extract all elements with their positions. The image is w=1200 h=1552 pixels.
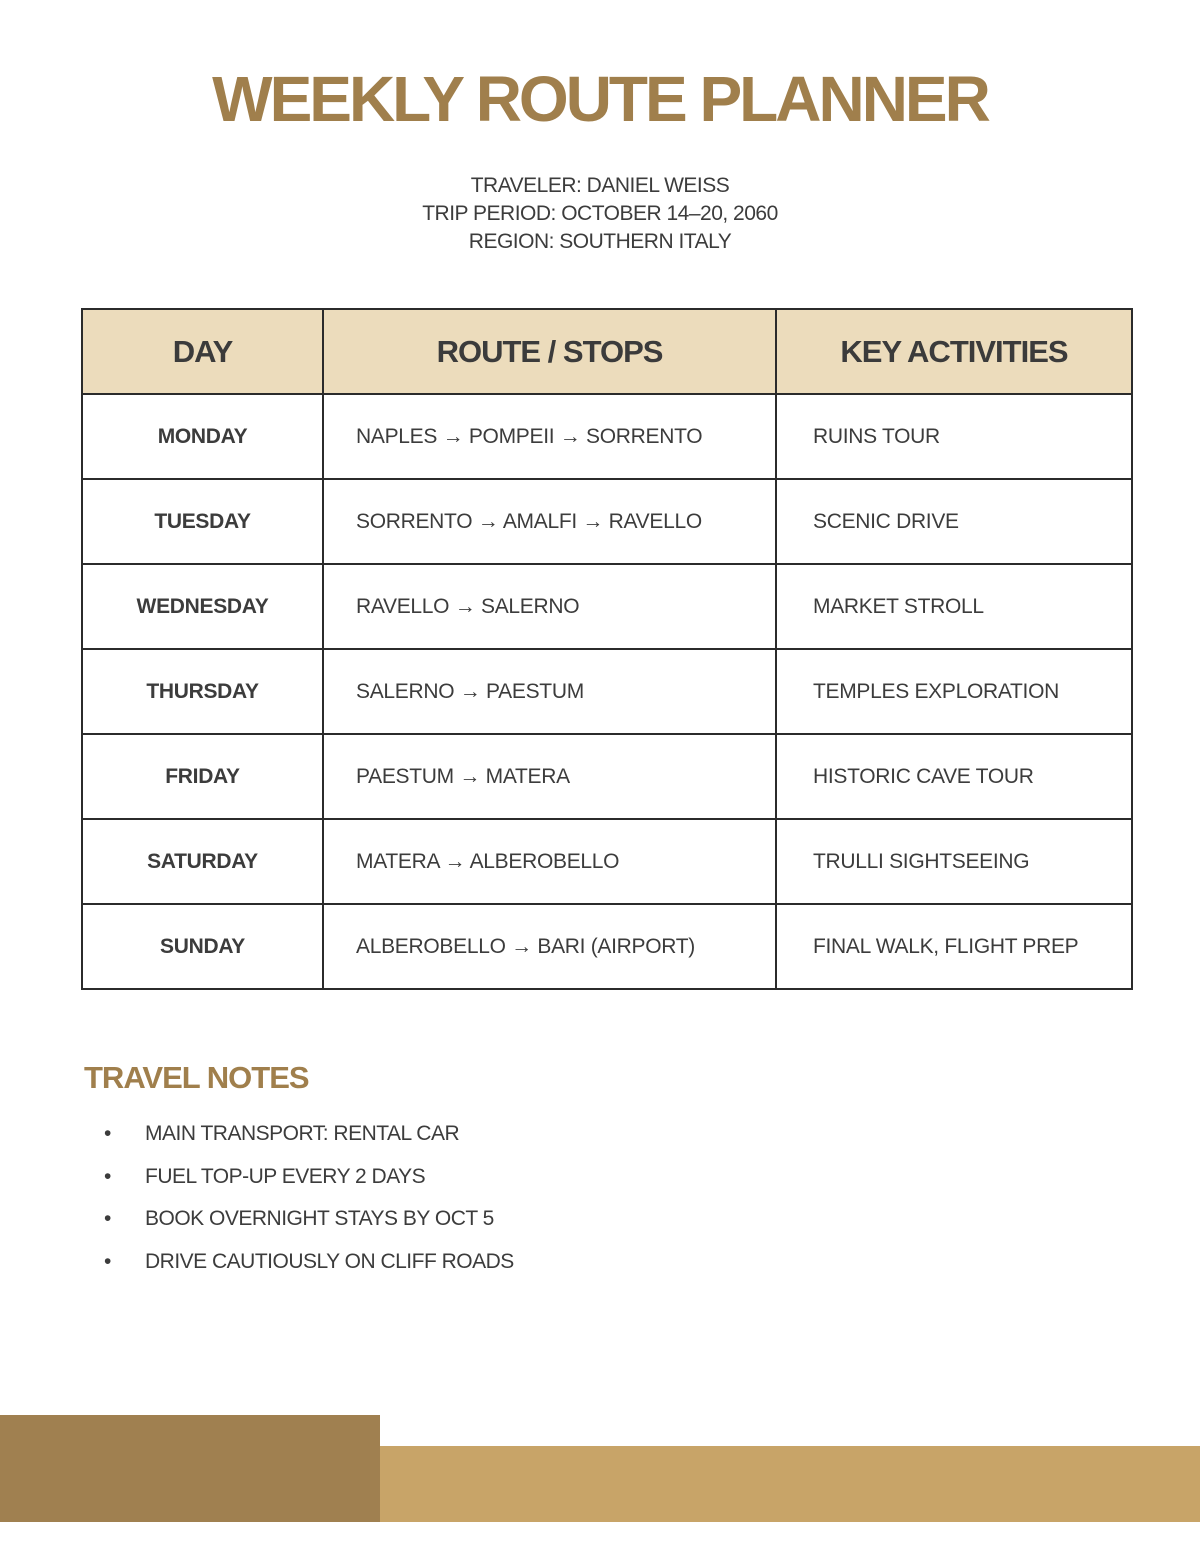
day-cell: THURSDAY: [82, 649, 323, 734]
table-row: [82, 564, 1132, 649]
table-row: [82, 394, 1132, 479]
route-table: [81, 308, 1133, 990]
route-cell: ALBEROBELLO → BARI (AIRPORT): [323, 904, 776, 989]
note-text: FUEL TOP-UP EVERY 2 DAYS: [145, 1164, 426, 1188]
activity-cell: TEMPLES EXPLORATION: [776, 649, 1132, 734]
activity-cell: HISTORIC CAVE TOUR: [776, 734, 1132, 819]
route-cell: RAVELLO → SALERNO: [323, 564, 776, 649]
trip-meta: [0, 172, 1200, 256]
header-activities: KEY ACTIVITIES: [776, 309, 1132, 394]
activity-cell: SCENIC DRIVE: [776, 479, 1132, 564]
footer-bar-dark: [0, 1415, 380, 1522]
route-cell: PAESTUM → MATERA: [323, 734, 776, 819]
route-cell: MATERA → ALBEROBELLO: [323, 819, 776, 904]
footer-bar-light: [380, 1446, 1200, 1522]
activity-cell: RUINS TOUR: [776, 394, 1132, 479]
trip-period-line: TRIP PERIOD: OCTOBER 14–20, 2060: [422, 202, 778, 225]
table-row: [82, 904, 1132, 989]
day-cell: FRIDAY: [82, 734, 323, 819]
header-route: ROUTE / STOPS: [323, 309, 776, 394]
note-text: BOOK OVERNIGHT STAYS BY OCT 5: [145, 1207, 494, 1230]
route-cell: SORRENTO → AMALFI → RAVELLO: [323, 479, 776, 564]
activity-cell: MARKET STROLL: [776, 564, 1132, 649]
list-item: [104, 1122, 514, 1165]
table-row: [82, 479, 1132, 564]
day-cell: TUESDAY: [82, 479, 323, 564]
travel-notes-list: [104, 1122, 514, 1292]
day-cell: WEDNESDAY: [82, 564, 323, 649]
list-item: [104, 1250, 514, 1293]
traveler-line: TRAVELER: DANIEL WEISS: [470, 174, 730, 197]
list-item: [104, 1207, 514, 1250]
header-day: DAY: [82, 309, 323, 394]
page-title: WEEKLY ROUTE PLANNER: [212, 63, 988, 135]
route-cell: NAPLES → POMPEII → SORRENTO: [323, 394, 776, 479]
bullet-icon: •: [104, 1122, 111, 1145]
day-cell: SUNDAY: [82, 904, 323, 989]
activity-cell: TRULLI SIGHTSEEING: [776, 819, 1132, 904]
list-item: [104, 1165, 514, 1208]
table-row: [82, 649, 1132, 734]
activity-cell: FINAL WALK, FLIGHT PREP: [776, 904, 1132, 989]
table-header-row: [82, 309, 1132, 394]
table-row: [82, 734, 1132, 819]
region-line: REGION: SOUTHERN ITALY: [468, 230, 732, 253]
bullet-icon: •: [104, 1207, 111, 1230]
day-cell: SATURDAY: [82, 819, 323, 904]
day-cell: MONDAY: [82, 394, 323, 479]
bullet-icon: •: [104, 1249, 111, 1273]
note-text: DRIVE CAUTIOUSLY ON CLIFF ROADS: [145, 1249, 514, 1273]
travel-notes-title: TRAVEL NOTES: [84, 1060, 309, 1095]
route-cell: SALERNO → PAESTUM: [323, 649, 776, 734]
note-text: MAIN TRANSPORT: RENTAL CAR: [145, 1122, 460, 1145]
bullet-icon: •: [104, 1164, 111, 1188]
table-row: [82, 819, 1132, 904]
